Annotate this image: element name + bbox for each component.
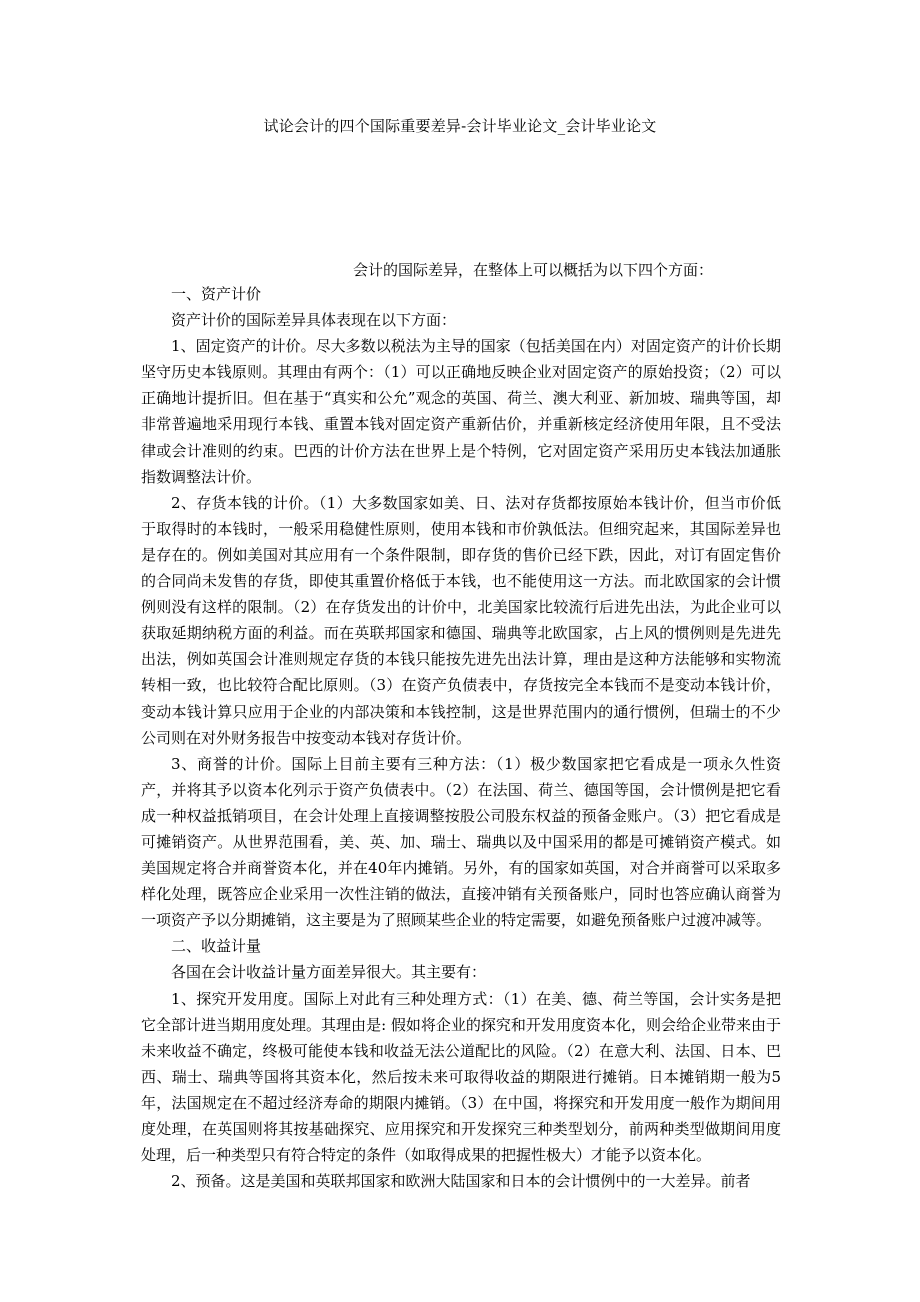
paragraph-income-measurement-intro: 各国在会计收益计量方面差异很大。其主要有：: [171, 963, 487, 982]
paragraph-research-development: 1、探究开发用度。国际上对此有三种处理方式：（1）在美、德、荷兰等国，会计实务是把它全部计进当期用度处理。其理由是: 假如将企业的探究和开发用度资本化，则会给企业带来由于未来收益不确定，终极可能使本钱和收益无法公道配比的风险。（2）在意大利、法国、日本、巴西、瑞士、瑞典等国将其资本化，然后按未来可取得收益的期限进行摊销。日本摊销期一般为5年，法国规定在不超过经济寿命的期限内摊销。（3）在中国，将探究和开发用度一般作为期间用度处理，在英国则将其按基础探究、应用探究和开发探究三种类型划分，前两种类型做期间用度处理，后一种类型只有符合特定的条件（如取得成果的把握性极大）才能予以资本化。: [141, 989, 781, 1165]
paragraph-inventory-cost: 2、存货本钱的计价。（1）大多数国家如美、日、法对存货都按原始本钱计价，但当市价低于取得时的本钱时，一般采用稳健性原则，使用本钱和市价孰低法。但细究起来，其国际差异也是存在的。例如美国对其应用有一个条件限制，即存货的售价已经下跌，因此，对订有固定售价的合同尚未发售的存货，即使其重置价格低于本钱，也不能使用这一方法。而北欧国家的会计惯例则没有这样的限制。（2）在存货发出的计价中，北美国家比较流行后进先出法，为此企业可以获取延期纳税方面的利益。而在英联邦国家和德国、瑞典等北欧国家，占上风的惯例则是先进先出法，例如英国会计准则规定存货的本钱只能按先进先出法计算，理由是这种方法能够和实物流转相一致，也比较符合配比原则。（3）在资产负债表中，存货按完全本钱而不是变动本钱计价，变动本钱计算只应用于企业的内部决策和本钱控制，这是世界范围内的通行惯例，但瑞士的不少公司则在对外财务报告中按变动本钱对存货计价。: [141, 493, 781, 747]
intro-line: 会计的国际差异，在整体上可以概括为以下四个方面：: [353, 261, 714, 279]
paragraph-reserves: 2、预备。这是美国和英联邦国家和欧洲大陆国家和日本的会计惯例中的一大差异。前者: [171, 1172, 751, 1191]
document-body: [141, 281, 781, 1194]
paragraph-goodwill: 3、商誉的计价。国际上目前主要有三种方法：（1）极少数国家把它看成是一项永久性资产，并将其予以资本化列示于资产负债表中。（2）在法国、荷兰、德国等国，会计惯例是把它看成一种权益抵销项目，在会计处理上直接调整按股公司股东权益的预备金账户。（3）把它看成是可摊销资产。从世界范围看，美、英、加、瑞士、瑞典以及中国采用的都是可摊销资产模式。如美国规定将合并商誉资本化，并在40年内摊销。另外，有的国家如英国，对合并商誉可以采取多样化处理，既答应企业采用一次性注销的做法，直接冲销有关预备账户，同时也答应确认商誉为一项资产予以分期摊销，这主要是为了照顾某些企业的特定需要，如避免预备账户过渡冲减等。: [141, 754, 781, 930]
document-title: 试论会计的四个国际重要差异-会计毕业论文_会计毕业论文: [263, 117, 657, 135]
paragraph-asset-valuation-intro: 资产计价的国际差异具体表现在以下方面：: [171, 311, 457, 330]
section-heading-asset-valuation: 一、资产计价: [171, 285, 262, 303]
paragraph-fixed-assets: 1、固定资产的计价。尽大多数以税法为主导的国家（包括美国在内）对固定资产的计价长期坚守历史本钱原则。其理由有两个：（1）可以正确地反映企业对固定资产的原始投资；（2）可以正确地计提折旧。但在基于“真实和公允”观念的英国、荷兰、澳大利亚、新加坡、瑞典等国，却非常普遍地采用现行本钱、重置本钱对固定资产重新估价，并重新核定经济使用年限，且不受法律或会计准则的约束。巴西的计价方法在世界上是个特例，它对固定资产采用历史本钱法加通胀指数调整法计价。: [141, 337, 781, 486]
section-heading-income-measurement: 二、收益计量: [171, 937, 262, 956]
